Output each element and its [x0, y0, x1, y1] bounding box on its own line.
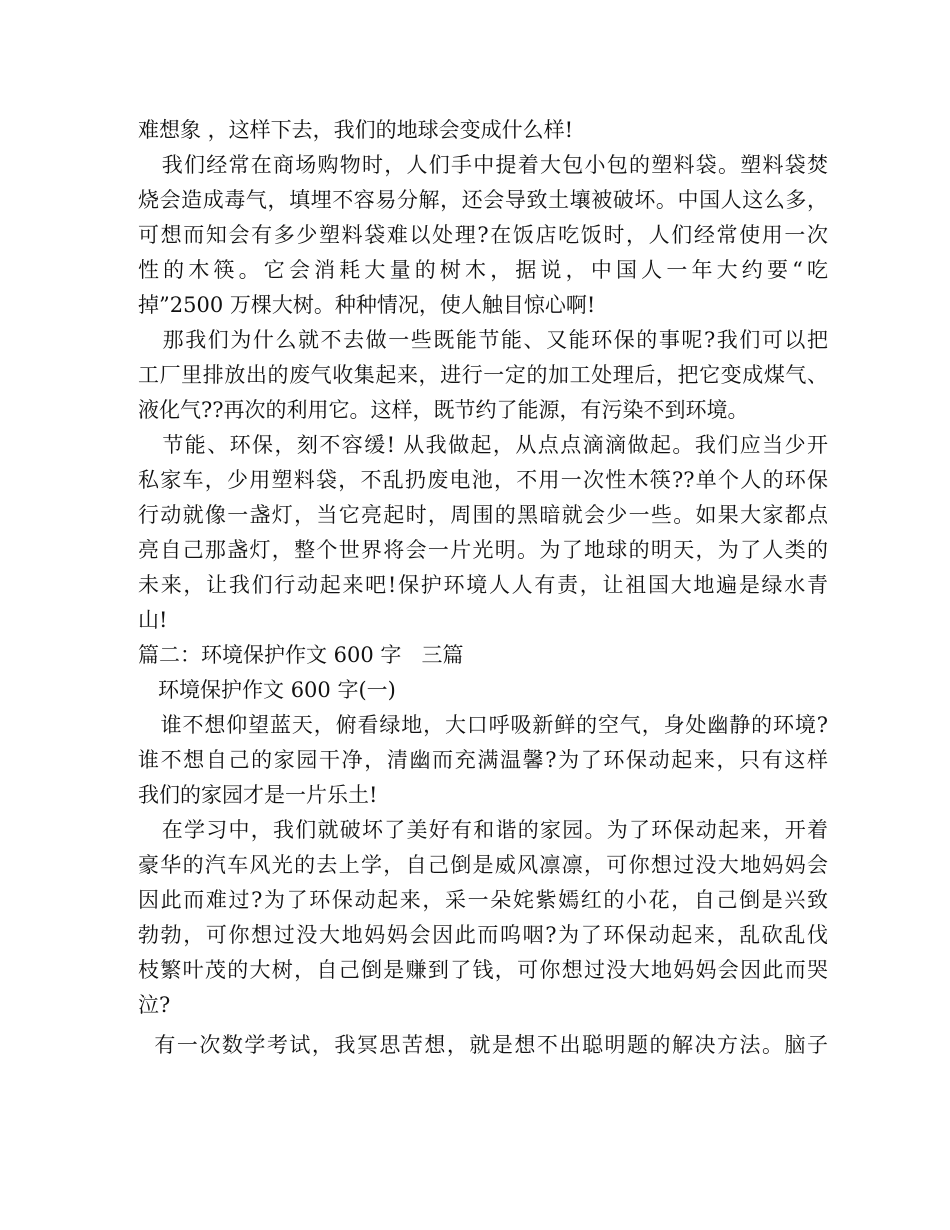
text-line: 未来，让我们行动起来吧!保护环境人人有责，让祖国大地遍是绿水青 — [138, 573, 828, 597]
text-line: 那我们为什么就不去做一些既能节能、又能环保的事呢?我们可以把 — [138, 328, 828, 352]
text-line: 豪华的汽车风光的去上学，自己倒是威风凛凛，可你想过没大地妈妈会 — [138, 853, 828, 877]
text-line: 枝繁叶茂的大树，自己倒是赚到了钱，可你想过没大地妈妈会因此而哭 — [138, 958, 828, 982]
text-line: 有一次数学考试，我冥思苦想，就是想不出聪明题的解决方法。脑子 — [138, 1033, 828, 1057]
text-line: 我们经常在商场购物时，人们手中提着大包小包的塑料袋。塑料袋焚 — [138, 153, 828, 177]
text-line: 私家车，少用塑料袋，不乱扔废电池，不用一次性木筷??单个人的环保 — [138, 468, 828, 492]
text-line: 山! — [138, 608, 168, 632]
text-line: 烧会造成毒气，填埋不容易分解，还会导致土壤被破坏。中国人这么多， — [138, 188, 828, 212]
text-line: 因此而难过?为了环保动起来，采一朵姹紫嫣红的小花，自己倒是兴致 — [138, 888, 828, 912]
text-line: 行动就像一盏灯，当它亮起时，周围的黑暗就会少一些。如果大家都点 — [138, 503, 828, 527]
text-line: 性的木筷。它会消耗大量的树木，据说，中国人一年大约要“吃 — [138, 258, 828, 282]
text-line: 勃勃，可你想过没大地妈妈会因此而呜咽?为了环保动起来，乱砍乱伐 — [138, 923, 828, 947]
text-line: 掉”2500 万棵大树。种种情况，使人触目惊心啊! — [138, 293, 596, 317]
text-line: 亮自己那盏灯，整个世界将会一片光明。为了地球的明天，为了人类的 — [138, 538, 828, 562]
text-line: 谁不想仰望蓝天，俯看绿地，大口呼吸新鲜的空气，身处幽静的环境? — [138, 713, 828, 737]
text-line: 我们的家园才是一片乐土! — [138, 783, 378, 807]
text-line: 节能、环保，刻不容缓! 从我做起，从点点滴滴做起。我们应当少开 — [138, 433, 828, 457]
text-line: 在学习中，我们就破坏了美好有和谐的家园。为了环保动起来，开着 — [138, 818, 828, 842]
subsection-heading: 环境保护作文 600 字(一) — [138, 678, 396, 702]
text-line: 谁不想自己的家园干净，清幽而充满温馨?为了环保动起来，只有这样 — [138, 748, 828, 772]
text-line: 工厂里排放出的废气收集起来，进行一定的加工处理后，把它变成煤气、 — [138, 363, 828, 387]
text-line: 可想而知会有多少塑料袋难以处理?在饭店吃饭时，人们经常使用一次 — [138, 223, 828, 247]
text-line: 泣? — [138, 993, 171, 1017]
text-line: 难想象 ，这样下去，我们的地球会变成什么样! — [138, 118, 574, 142]
section-heading: 篇二：环境保护作文 600 字 三篇 — [138, 643, 464, 667]
text-line: 液化气??再次的利用它。这样，既节约了能源，有污染不到环境。 — [138, 398, 749, 422]
